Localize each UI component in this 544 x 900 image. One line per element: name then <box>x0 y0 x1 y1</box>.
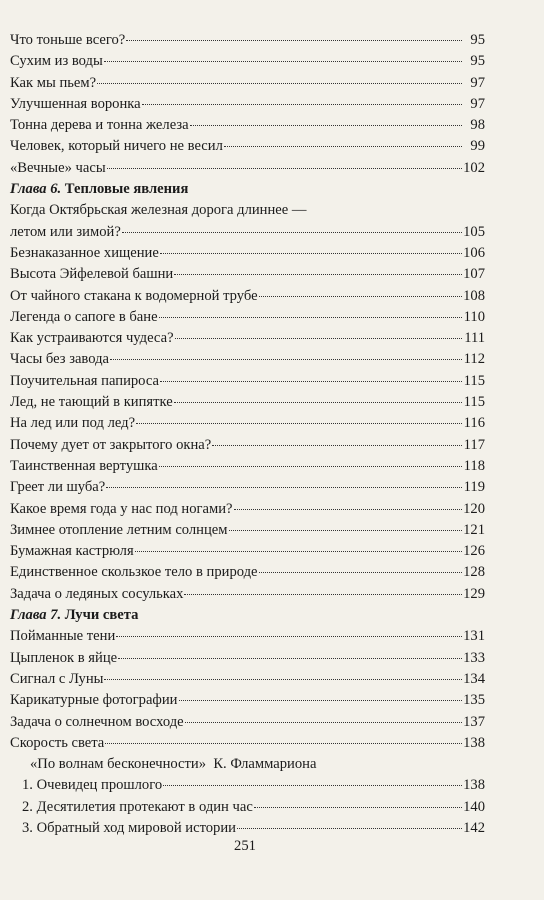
entry-title: Как мы пьем? <box>10 74 97 91</box>
dot-leader <box>254 807 462 808</box>
entry-title: Сухим из воды <box>10 53 103 70</box>
toc-entry <box>10 437 485 458</box>
dot-leader <box>259 572 462 573</box>
entry-title: Тонна дерева и тонна железа <box>10 117 189 134</box>
dot-leader <box>105 743 462 744</box>
dot-leader <box>185 722 462 723</box>
entry-title: Греет ли шуба? <box>10 479 106 496</box>
entry-page: 108 <box>463 287 485 304</box>
toc-entry <box>10 735 485 756</box>
dot-leader <box>175 338 462 339</box>
chapter-number: Глава 6. <box>10 181 62 198</box>
entry-page: 120 <box>463 500 485 517</box>
dot-leader <box>104 61 462 62</box>
toc-entry <box>10 628 485 649</box>
entry-page: 106 <box>463 244 485 261</box>
entry-page: 128 <box>463 564 485 581</box>
entry-title: 2. Десятилетия протекают в один час <box>22 798 253 815</box>
entry-title: Почему дует от закрытого окна? <box>10 436 212 453</box>
dot-leader <box>107 168 462 169</box>
toc-entry <box>10 160 485 181</box>
entry-page: 118 <box>463 457 485 474</box>
entry-title: Улучшенная воронка <box>10 95 141 112</box>
dot-leader <box>163 785 462 786</box>
dot-leader <box>259 296 462 297</box>
entry-continuation: летом или зимой? <box>10 223 121 240</box>
entry-title: Лед, не тающий в кипятке <box>10 394 173 411</box>
entry-title: Легенда о сапоге в бане <box>10 308 158 325</box>
dot-leader <box>122 232 462 233</box>
chapter-title: Лучи света <box>64 607 139 624</box>
toc-entry <box>10 543 485 564</box>
entry-page: 119 <box>463 479 485 496</box>
dot-leader <box>104 679 462 680</box>
dot-leader <box>97 83 462 84</box>
toc-entry <box>10 117 485 138</box>
dot-leader <box>118 658 462 659</box>
entry-title: 3. Обратный ход мировой истории <box>22 819 236 836</box>
entry-title: Безнаказанное хищение <box>10 244 159 261</box>
toc-entry <box>10 714 485 735</box>
entry-page: 111 <box>464 330 485 347</box>
entry-page: 107 <box>463 266 485 283</box>
dot-leader <box>126 40 462 41</box>
entry-title: Высота Эйфелевой башни <box>10 266 174 283</box>
subsection-title: «По волнам бесконечности» К. Фламмариона <box>30 756 317 773</box>
dot-leader <box>159 317 462 318</box>
entry-page: 97 <box>470 95 485 112</box>
entry-title: Как устраиваются чудеса? <box>10 330 174 347</box>
entry-title: Таинственная вертушка <box>10 457 158 474</box>
entry-title: Скорость света <box>10 734 105 751</box>
dot-leader <box>159 466 462 467</box>
entry-page: 129 <box>463 585 485 602</box>
dot-leader <box>160 253 462 254</box>
entry-page: 116 <box>463 415 485 432</box>
entry-title: Пойманные тени <box>10 628 116 645</box>
toc-entry <box>10 224 485 245</box>
entry-page: 142 <box>463 819 485 836</box>
toc-entry <box>10 586 485 607</box>
toc-entry <box>10 394 485 415</box>
entry-title: «Вечные» часы <box>10 159 106 176</box>
page-number: 251 <box>234 838 256 854</box>
toc-entry <box>10 415 485 436</box>
entry-title: Зимнее отопление летним солнцем <box>10 521 228 538</box>
entry-title: Задача о ледяных сосульках <box>10 585 184 602</box>
entry-page: 140 <box>463 798 485 815</box>
dot-leader <box>237 828 462 829</box>
entry-page: 102 <box>463 159 485 176</box>
entry-title: Человек, который ничего не весил <box>10 138 223 155</box>
toc-entry <box>10 522 485 543</box>
entry-page: 95 <box>470 53 485 70</box>
dot-leader <box>229 530 462 531</box>
dot-leader <box>160 381 462 382</box>
entry-page: 110 <box>463 308 485 325</box>
entry-page: 133 <box>463 649 485 666</box>
toc-entry <box>10 564 485 585</box>
toc-entry <box>10 479 485 500</box>
dot-leader <box>212 445 462 446</box>
toc-entry <box>10 458 485 479</box>
entry-title: Сигнал с Луны <box>10 670 104 687</box>
dot-leader <box>234 509 463 510</box>
entry-page: 131 <box>463 628 485 645</box>
entry-title: 1. Очевидец прошлого <box>22 777 163 794</box>
toc-entry <box>10 32 485 53</box>
toc-entry <box>10 138 485 159</box>
entry-page: 126 <box>463 543 485 560</box>
entry-title: Что тоньше всего? <box>10 32 126 48</box>
entry-page: 138 <box>463 734 485 751</box>
toc-entry <box>10 266 485 287</box>
entry-title: Цыпленок в яйце <box>10 649 118 666</box>
toc-entry <box>10 351 485 372</box>
toc-entry <box>10 373 485 394</box>
entry-title: Когда Октябрьская железная дорога длиннее — <box>10 202 307 219</box>
dot-leader <box>179 700 463 701</box>
toc-entry <box>10 777 485 798</box>
dot-leader <box>190 125 462 126</box>
entry-page: 115 <box>463 394 485 411</box>
chapter-title: Тепловые явления <box>64 181 189 198</box>
toc-entry <box>10 309 485 330</box>
table-of-contents <box>10 32 485 841</box>
toc-entry <box>10 692 485 713</box>
toc-entry <box>10 288 485 309</box>
entry-page: 138 <box>463 777 485 794</box>
toc-entry-first-line <box>10 202 485 223</box>
dot-leader <box>106 487 462 488</box>
entry-title: Единственное скользкое тело в природе <box>10 564 258 581</box>
toc-entry <box>10 650 485 671</box>
dot-leader <box>116 636 462 637</box>
entry-title: Какое время года у нас под ногами? <box>10 500 233 517</box>
dot-leader <box>184 594 462 595</box>
entry-page: 95 <box>470 32 485 48</box>
dot-leader <box>174 402 462 403</box>
toc-entry <box>10 75 485 96</box>
chapter-heading <box>10 181 485 202</box>
entry-title: Часы без завода <box>10 351 110 368</box>
entry-page: 115 <box>463 372 485 389</box>
subsection-heading <box>10 756 485 777</box>
entry-page: 117 <box>463 436 485 453</box>
entry-page: 105 <box>463 223 485 240</box>
entry-title: На лед или под лед? <box>10 415 136 432</box>
toc-entry <box>10 330 485 351</box>
entry-page: 97 <box>470 74 485 91</box>
entry-page: 121 <box>463 521 485 538</box>
entry-page: 112 <box>463 351 485 368</box>
entry-page: 134 <box>463 670 485 687</box>
dot-leader <box>135 551 462 552</box>
entry-title: Задача о солнечном восходе <box>10 713 184 730</box>
dot-leader <box>174 274 462 275</box>
chapter-heading <box>10 607 485 628</box>
chapter-number: Глава 7. <box>10 607 62 624</box>
entry-title: Поучительная папироса <box>10 372 159 389</box>
entry-title: Бумажная кастрюля <box>10 543 134 560</box>
toc-entry <box>10 53 485 74</box>
dot-leader <box>224 146 462 147</box>
entry-title: От чайного стакана к водомерной трубе <box>10 287 258 304</box>
toc-entry <box>10 799 485 820</box>
toc-entry <box>10 96 485 117</box>
entry-page: 135 <box>463 692 485 709</box>
entry-page: 137 <box>463 713 485 730</box>
toc-entry <box>10 501 485 522</box>
entry-title: Карикатурные фотографии <box>10 692 178 709</box>
dot-leader <box>136 423 462 424</box>
entry-page: 99 <box>470 138 485 155</box>
dot-leader <box>110 359 462 360</box>
dot-leader <box>142 104 462 105</box>
toc-entry <box>10 245 485 266</box>
toc-entry <box>10 671 485 692</box>
entry-page: 98 <box>470 117 485 134</box>
